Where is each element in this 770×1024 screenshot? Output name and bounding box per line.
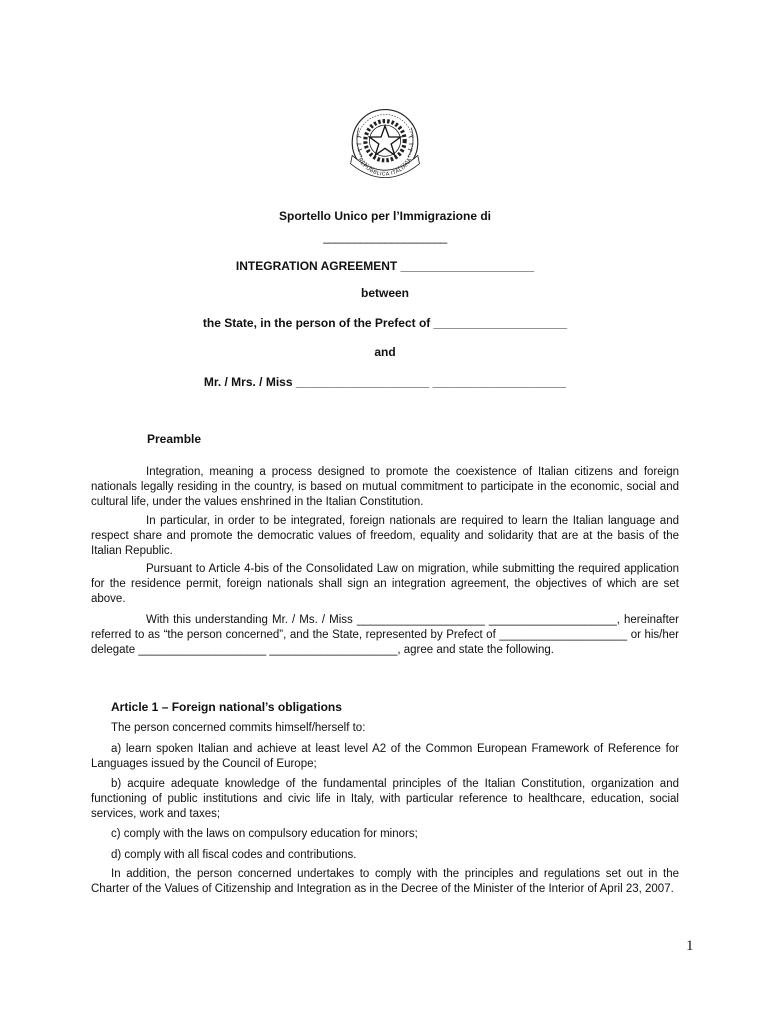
agreement-title: INTEGRATION AGREEMENT ____________________ bbox=[235, 259, 535, 273]
and-label: and bbox=[374, 345, 396, 359]
preamble-paragraph: Integration, meaning a process designed to promote the coexistence of Italian citizens and foreign nationals legally residing in the country, is based on mutual commitment to participate in the economic, social and cultural life, under the values enshrined in the Italian Constitution. bbox=[91, 466, 679, 508]
article-1-item: b) acquire adequate knowledge of the fundamental principles of the Italian Constitution, organization and functioning of public institutions and civic life in Italy, with particular reference to healthcare, education, social services, work and taxes; bbox=[91, 778, 679, 820]
preamble-heading: Preamble bbox=[147, 432, 202, 446]
between-label: between bbox=[360, 286, 409, 300]
article-1-item: d) comply with all fiscal codes and contributions. bbox=[111, 849, 357, 861]
emblem-ribbon-text: REPUBBLICA ITALIANA bbox=[356, 157, 414, 178]
article-1-closing: In addition, the person concerned undertakes to comply with the principles and regulations set out in the Charter of the Values of Citizenship and Integration as in the Decree of the Minister of the Interior of April 23, 2007. bbox=[91, 868, 679, 895]
page-number: 1 bbox=[686, 938, 694, 954]
article-1-item: c) comply with the laws on compulsory education for minors; bbox=[111, 828, 418, 840]
article-1-intro: The person concerned commits himself/herself to: bbox=[111, 722, 366, 734]
article-1-item: a) learn spoken Italian and achieve at least level A2 of the Common European Framework of Reference for Languages issued by the Council of Europe; bbox=[91, 743, 679, 770]
preamble-paragraph: In particular, in order to be integrated, foreign nationals are required to learn the Italian language and respect share and promote the democratic values of freedom, equality and solidarity that are at the basis of the Italian Republic. bbox=[91, 515, 679, 557]
office-line: Sportello Unico per l’Immigrazione di bbox=[278, 209, 492, 223]
italian-republic-emblem bbox=[344, 103, 426, 185]
office-blank: ____________________ bbox=[323, 230, 447, 244]
article-1-title: Article 1 – Foreign national’s obligations bbox=[111, 700, 342, 714]
preamble-paragraph: Pursuant to Article 4-bis of the Consolidated Law on migration, while submitting the required application for the residence permit, foreign nationals shall sign an integration agreement, the objectives of which are set above. bbox=[91, 563, 679, 605]
preamble-paragraph: With this understanding Mr. / Ms. / Miss ____________________ ____________________, hereinafter referred to as “the person concerned”, and the State, represented by Prefect of ____________________ or his/her delegate ____________________ ____________________, agree and state the following. bbox=[91, 614, 679, 656]
svg-text:REPUBBLICA ITALIANA bbox=[356, 157, 413, 177]
person-line: Mr. / Mrs. / Miss ____________________ ____________________ bbox=[203, 375, 567, 389]
state-line: the State, in the person of the Prefect of ____________________ bbox=[202, 316, 568, 330]
